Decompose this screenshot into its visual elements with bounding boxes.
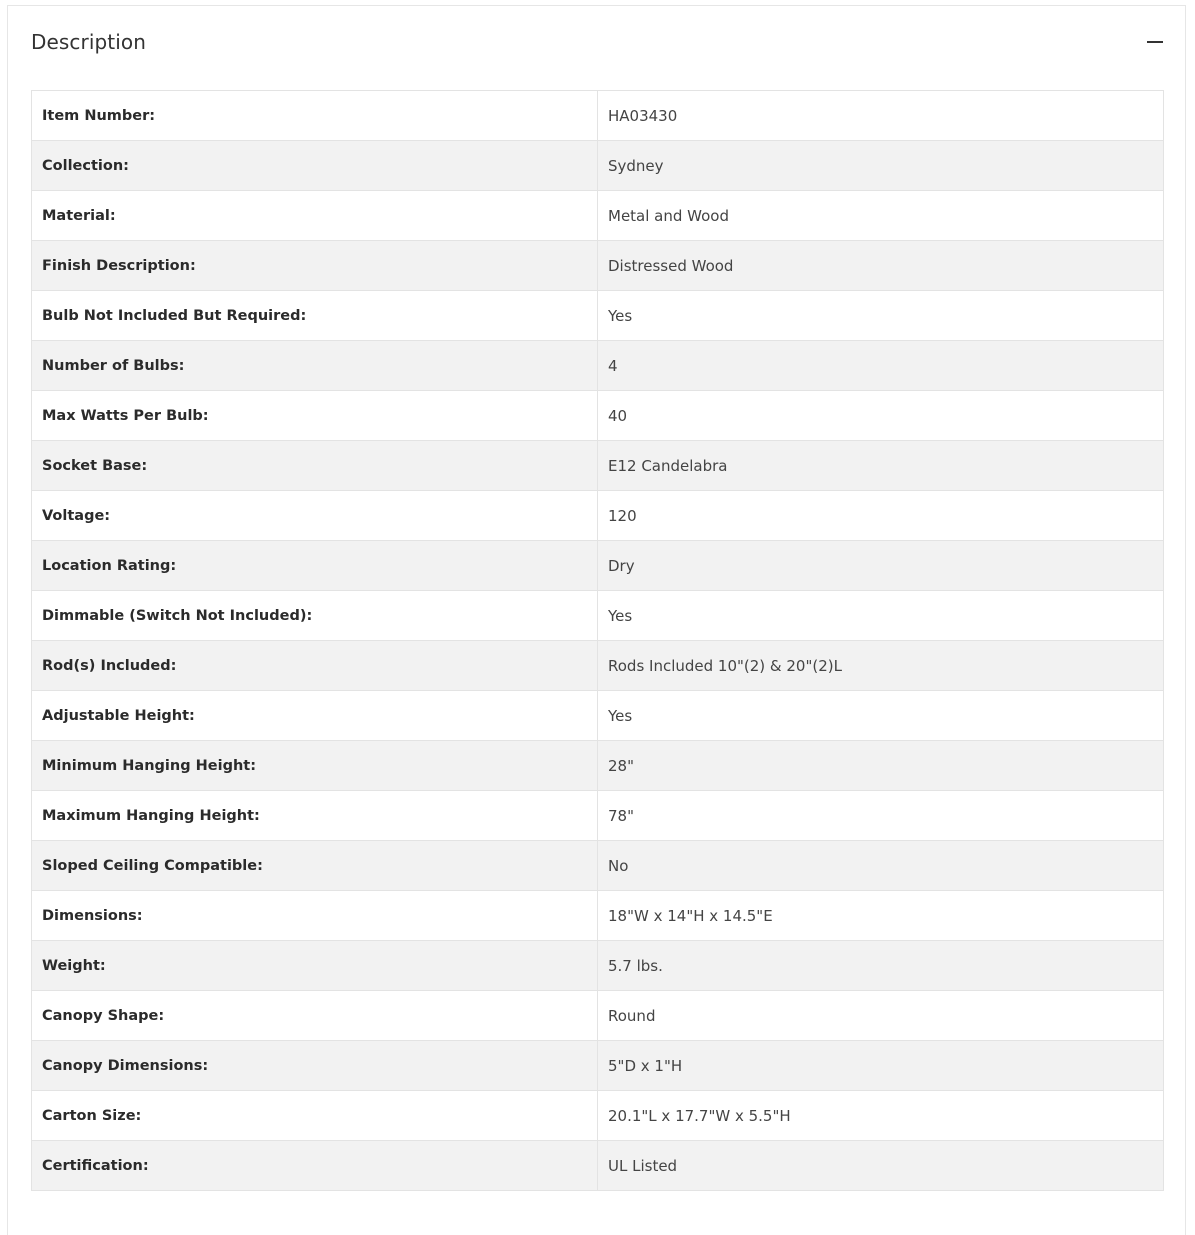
table-row (32, 741, 1164, 791)
spec-label: Minimum Hanging Height: (32, 741, 598, 791)
table-row (32, 441, 1164, 491)
table-row (32, 341, 1164, 391)
spec-label: Max Watts Per Bulb: (32, 391, 598, 441)
table-row (32, 641, 1164, 691)
table-row (32, 791, 1164, 841)
spec-label: Canopy Dimensions: (32, 1041, 598, 1091)
table-row (32, 1041, 1164, 1091)
table-row (32, 591, 1164, 641)
spec-value: 20.1"L x 17.7"W x 5.5"H (598, 1091, 1164, 1141)
spec-label: Sloped Ceiling Compatible: (32, 841, 598, 891)
spec-value: 28" (598, 741, 1164, 791)
spec-value: Distressed Wood (598, 241, 1164, 291)
table-row (32, 291, 1164, 341)
spec-label: Dimensions: (32, 891, 598, 941)
spec-value: HA03430 (598, 91, 1164, 141)
spec-value: Dry (598, 541, 1164, 591)
spec-label: Voltage: (32, 491, 598, 541)
spec-label: Rod(s) Included: (32, 641, 598, 691)
minus-icon (1147, 41, 1163, 43)
spec-value: 5.7 lbs. (598, 941, 1164, 991)
spec-value: 5"D x 1"H (598, 1041, 1164, 1091)
table-row (32, 691, 1164, 741)
table-row (32, 991, 1164, 1041)
spec-label: Adjustable Height: (32, 691, 598, 741)
spec-value: E12 Candelabra (598, 441, 1164, 491)
spec-label: Canopy Shape: (32, 991, 598, 1041)
spec-value: Yes (598, 591, 1164, 641)
table-row (32, 191, 1164, 241)
spec-value: Yes (598, 291, 1164, 341)
spec-value: 18"W x 14"H x 14.5"E (598, 891, 1164, 941)
table-row (32, 91, 1164, 141)
spec-label: Material: (32, 191, 598, 241)
spec-value: No (598, 841, 1164, 891)
spec-value: UL Listed (598, 1141, 1164, 1191)
spec-value: Round (598, 991, 1164, 1041)
table-row (32, 141, 1164, 191)
spec-label: Collection: (32, 141, 598, 191)
table-row (32, 941, 1164, 991)
spec-label: Socket Base: (32, 441, 598, 491)
spec-label: Location Rating: (32, 541, 598, 591)
spec-label: Dimmable (Switch Not Included): (32, 591, 598, 641)
table-row (32, 491, 1164, 541)
description-panel (7, 5, 1186, 1235)
spec-value: Metal and Wood (598, 191, 1164, 241)
spec-value: Yes (598, 691, 1164, 741)
collapse-toggle-button[interactable] (1141, 28, 1169, 56)
table-row (32, 241, 1164, 291)
spec-value: Rods Included 10"(2) & 20"(2)L (598, 641, 1164, 691)
spec-label: Number of Bulbs: (32, 341, 598, 391)
spec-label: Certification: (32, 1141, 598, 1191)
table-row (32, 541, 1164, 591)
table-row (32, 891, 1164, 941)
spec-value: 40 (598, 391, 1164, 441)
spec-label: Finish Description: (32, 241, 598, 291)
table-row (32, 1141, 1164, 1191)
spec-value: Sydney (598, 141, 1164, 191)
spec-label: Bulb Not Included But Required: (32, 291, 598, 341)
spec-table (31, 90, 1164, 1191)
description-panel-header[interactable] (8, 6, 1185, 78)
spec-value: 120 (598, 491, 1164, 541)
table-row (32, 1091, 1164, 1141)
table-row (32, 391, 1164, 441)
spec-label: Maximum Hanging Height: (32, 791, 598, 841)
spec-table-body (32, 91, 1164, 1191)
spec-label: Item Number: (32, 91, 598, 141)
table-row (32, 841, 1164, 891)
spec-value: 4 (598, 341, 1164, 391)
spec-label: Weight: (32, 941, 598, 991)
spec-value: 78" (598, 791, 1164, 841)
spec-label: Carton Size: (32, 1091, 598, 1141)
panel-title: Description (31, 30, 147, 54)
